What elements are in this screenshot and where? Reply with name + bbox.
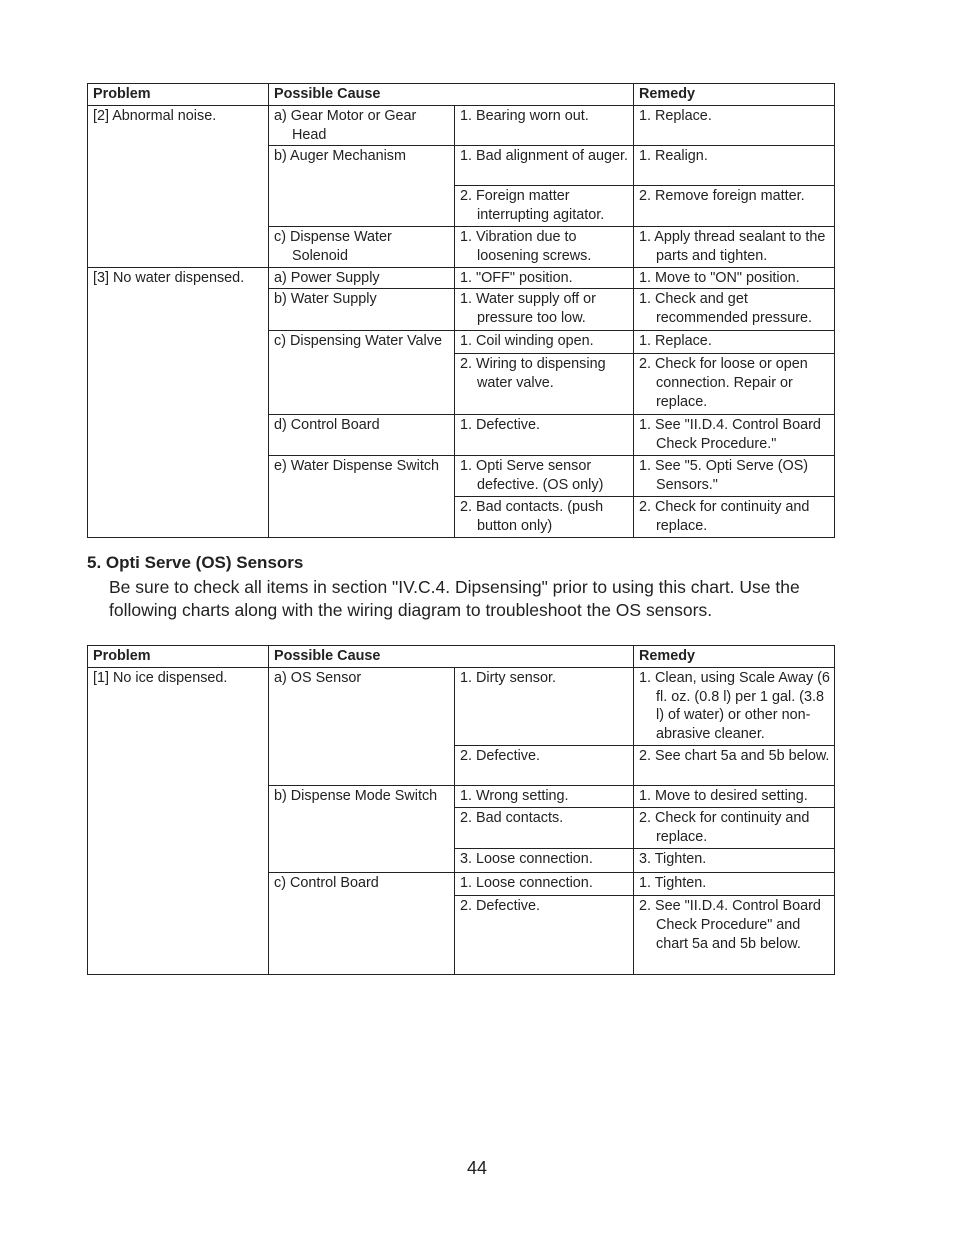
cause-detail-cell [455,146,634,186]
cause-detail-cell [455,415,634,456]
cause-detail-cell [455,289,634,331]
header-remedy: Remedy [634,84,835,106]
cause-cell [269,146,455,227]
remedy-cell [634,667,835,745]
remedy-text: 1. Replace. [639,107,712,124]
cause-text: c) Control Board [274,874,379,891]
cause-text: b) Dispense Mode Switch [274,787,438,804]
cause-detail-text: 2. Defective. [460,897,540,914]
cause-detail-cell [455,496,634,537]
cause-detail-text: 1. Vibration due to loosening screws. [460,228,592,264]
cause-cell [269,667,455,785]
cause-detail-text: 1. Wrong setting. [460,787,569,804]
remedy-text: 1. Apply thread sealant to the parts and tighten. [639,228,826,264]
troubleshooting-table-1 [87,83,835,538]
cause-detail-cell [455,807,634,848]
remedy-cell [634,267,835,289]
cause-text: c) Dispense Water Solenoid [274,228,392,264]
remedy-text: 3. Tighten. [639,850,707,867]
cause-detail-text: 2. Foreign matter interrupting agitator. [460,188,605,224]
cause-detail-text: 1. Coil winding open. [460,333,594,350]
remedy-text: 1. Check and get recommended pressure. [639,291,812,327]
cause-cell [269,105,455,146]
remedy-text: 1. Replace. [639,333,712,350]
cause-detail-text: 1. "OFF" position. [460,269,573,286]
cause-cell [269,785,455,872]
cause-detail-text: 1. Defective. [460,417,540,434]
remedy-cell [634,415,835,456]
remedy-text: 2. Check for loose or open connection. Repair or replace. [639,356,808,410]
header-problem: Problem [88,646,269,668]
problem-text: [3] No water dispensed. [93,269,245,286]
cause-detail-cell [455,745,634,785]
remedy-cell [634,226,835,267]
cause-text: b) Water Supply [274,291,377,308]
remedy-text: 2. See "II.D.4. Control Board Check Procedure" and chart 5a and 5b below. [639,897,821,952]
remedy-text: 1. See "II.D.4. Control Board Check Procedure." [639,417,821,453]
table-row [88,667,835,745]
cause-detail-text: 2. Bad contacts. (push button only) [460,498,604,534]
section-heading: 5. Opti Serve (OS) Sensors [87,553,304,572]
cause-detail-cell [455,331,634,354]
cause-cell [269,872,455,974]
remedy-cell [634,105,835,146]
cause-detail-text: 1. Bad alignment of auger. [460,148,629,165]
problem-text: [1] No ice dispensed. [93,669,228,686]
remedy-cell [634,848,835,872]
cause-detail-text: 2. Bad contacts. [460,809,564,826]
header-problem: Problem [88,84,269,106]
cause-text: a) Gear Motor or Gear Head [274,107,417,143]
problem-cell [88,267,269,537]
cause-cell [269,456,455,537]
remedy-cell [634,331,835,354]
cause-cell [269,415,455,456]
remedy-text: 1. Move to "ON" position. [639,269,800,286]
remedy-cell [634,496,835,537]
cause-text: d) Control Board [274,417,380,434]
table-header-row [88,84,835,106]
remedy-text: 2. See chart 5a and 5b below. [639,747,830,764]
remedy-text: 2. Check for continuity and replace. [639,498,810,534]
remedy-cell [634,745,835,785]
table-header-row [88,646,835,668]
cause-detail-text: 2. Defective. [460,747,540,764]
cause-detail-text: 1. Opti Serve sensor defective. (OS only) [460,458,604,494]
cause-detail-cell [455,186,634,227]
cause-text: b) Auger Mechanism [274,148,406,165]
remedy-cell [634,289,835,331]
cause-detail-cell [455,226,634,267]
cause-detail-cell [455,267,634,289]
cause-detail-cell [455,872,634,895]
remedy-cell [634,895,835,974]
remedy-text: 2. Remove foreign matter. [639,188,805,205]
section-intro-text: Be sure to check all items in section "IV.C.4. Dipsensing" prior to using this chart. Use the following charts along with the wiring diagram to troubleshoot the OS sensors. [109,577,800,620]
header-remedy: Remedy [634,646,835,668]
cause-detail-text: 2. Wiring to dispensing water valve. [460,356,606,392]
remedy-text: 1. Clean, using Scale Away (6 fl. oz. (0.8 l) per 1 gal. (3.8 l) of water) or other non-abrasive cleaner. [639,669,830,743]
cause-cell [269,289,455,331]
cause-text: e) Water Dispense Switch [274,458,440,475]
remedy-text: 1. Realign. [639,148,708,165]
header-possible-cause: Possible Cause [269,84,634,106]
problem-cell [88,667,269,974]
cause-detail-cell [455,456,634,497]
cause-detail-cell [455,667,634,745]
cause-detail-cell [455,848,634,872]
remedy-text: 1. See "5. Opti Serve (OS) Sensors." [639,458,809,494]
remedy-cell [634,146,835,186]
remedy-cell [634,785,835,807]
cause-text: c) Dispensing Water Valve [274,333,442,350]
cause-detail-cell [455,785,634,807]
cause-detail-text: 1. Bearing worn out. [460,107,589,124]
cause-detail-text: 1. Water supply off or pressure too low. [460,291,596,327]
problem-text: [2] Abnormal noise. [93,107,217,124]
cause-detail-text: 1. Dirty sensor. [460,669,556,686]
cause-detail-text: 1. Loose connection. [460,874,593,891]
remedy-cell [634,354,835,415]
remedy-text: 2. Check for continuity and replace. [639,809,810,845]
cause-cell [269,331,455,415]
remedy-cell [634,186,835,227]
problem-cell [88,105,269,267]
table-row [88,105,835,146]
cause-cell [269,226,455,267]
cause-cell [269,267,455,289]
cause-detail-cell [455,895,634,974]
page-number: 44 [466,1158,488,1178]
cause-text: a) Power Supply [274,269,380,286]
remedy-cell [634,807,835,848]
header-possible-cause: Possible Cause [269,646,634,668]
cause-detail-cell [455,105,634,146]
remedy-text: 1. Move to desired setting. [639,787,808,804]
remedy-text: 1. Tighten. [639,874,707,891]
cause-detail-text: 3. Loose connection. [460,850,593,867]
table-row [88,267,835,289]
remedy-cell [634,456,835,497]
troubleshooting-table-2 [87,645,835,975]
cause-detail-cell [455,354,634,415]
remedy-cell [634,872,835,895]
cause-text: a) OS Sensor [274,669,362,686]
